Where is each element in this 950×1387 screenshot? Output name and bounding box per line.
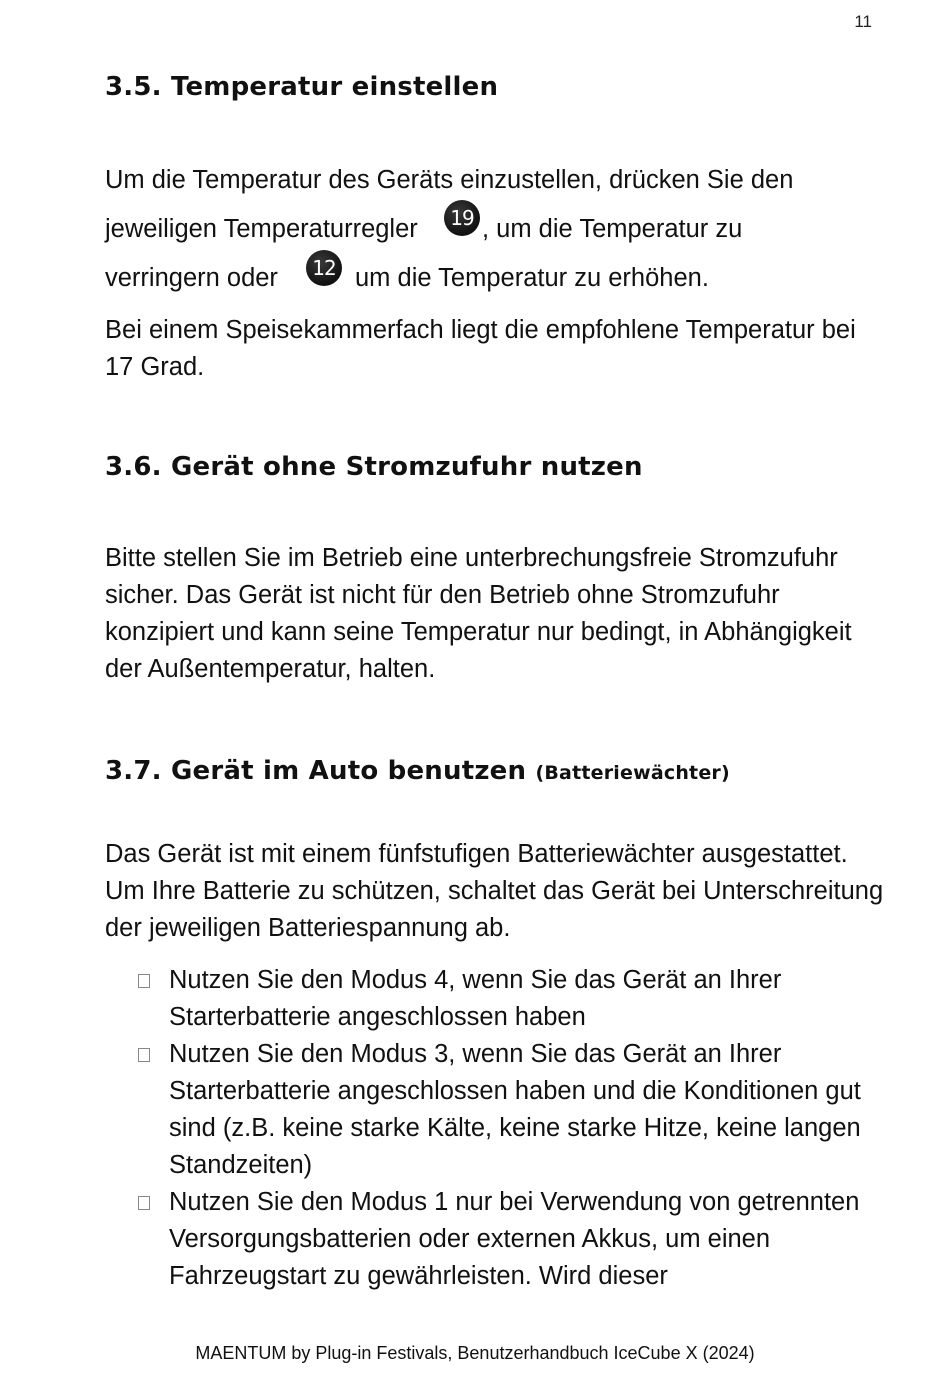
list-item-text: Nutzen Sie den Modus 4, wenn Sie das Gerät an Ihrer Starterbatterie angeschlossen haben [169, 966, 782, 1031]
no-power-paragraph: Bitte stellen Sie im Betrieb eine unterbrechungsfreie Stromzufuhr sicher. Das Gerät ist nicht für den Betrieb ohne Stromzufuhr konzipiert und kann seine Temperatur nur bedingt, in Abhängigkeit der Außentemperatur, halten. [105, 544, 852, 683]
battery-guard-paragraph: Das Gerät ist mit einem fünfstufigen Batteriewächter ausgestattet. Um Ihre Batterie zu schützen, schaltet das Gerät bei Unterschreitung der jeweiligen Batteriespannung ab. [105, 840, 884, 942]
page-footer: MAENTUM by Plug-in Festivals, Benutzerhandbuch IceCube X (2024) [195, 1343, 755, 1363]
temperature-text-line-2 [105, 211, 418, 248]
page-number: 11 [854, 12, 872, 31]
temperature-text-line-3-end: um die Temperatur zu erhöhen. [355, 264, 709, 292]
bullet-icon [138, 974, 150, 988]
bullet-icon [138, 1196, 150, 1210]
car-usage-heading-main: 3.7. Gerät im Auto benutzen [105, 756, 527, 786]
temperature-recommendation-paragraph: Bei einem Speisekammerfach liegt die empfohlene Temperatur bei 17 Grad. [105, 316, 856, 381]
temperature-increase-knob-icon: 12 [306, 250, 342, 286]
section-heading-no-power: 3.6. Gerät ohne Stromzufuhr nutzen [105, 452, 643, 482]
list-item [105, 962, 885, 1036]
temperature-text-line-2-start: jeweiligen Temperaturregler [105, 215, 418, 243]
temperature-text-line-1: Um die Temperatur des Geräts einzustellen, drücken Sie den [105, 166, 794, 194]
car-usage-heading-sub: (Batteriewächter) [535, 762, 730, 784]
bullet-icon [138, 1048, 150, 1062]
temperature-text-line-2-end: , um die Temperatur zu [482, 215, 743, 243]
list-item-text: Nutzen Sie den Modus 3, wenn Sie das Gerät an Ihrer Starterbatterie angeschlossen haben und die Konditionen gut sind (z.B. keine starke Kälte, keine starke Hitze, keine langen Standzeiten) [169, 1040, 861, 1179]
section-heading-temperature: 3.5. Temperatur einstellen [105, 72, 499, 102]
temperature-text-line-3-start: verringern oder [105, 264, 278, 292]
list-item [105, 1184, 885, 1295]
list-item [105, 1036, 885, 1184]
temperature-decrease-knob-icon: 19 [444, 200, 480, 236]
list-item-text: Nutzen Sie den Modus 1 nur bei Verwendung von getrennten Versorgungsbatterien oder externen Akkus, um einen Fahrzeugstart zu gewährleisten. Wird dieser [169, 1188, 860, 1290]
section-heading-car-usage [105, 756, 730, 786]
battery-mode-list [105, 962, 885, 1295]
